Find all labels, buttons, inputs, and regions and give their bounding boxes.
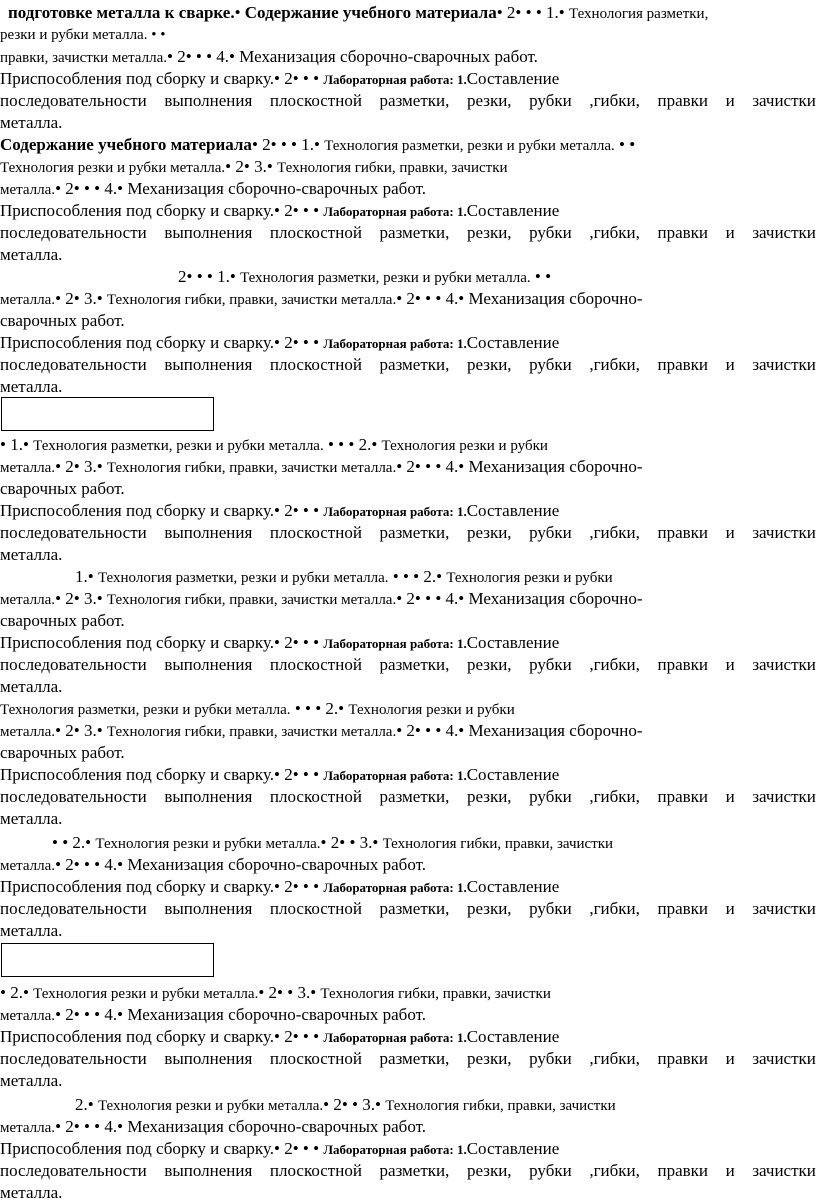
doc-line: Приспособления под сборку и сварку.• 2• • • Лабораторная работа: 1.Составление: [0, 1139, 560, 1158]
doc-line-justified: последовательности выполнения плоскостной разметки, резки, рубки ,гибки, правки и зачистки: [0, 91, 816, 110]
doc-line-justified: последовательности выполнения плоскостной разметки, резки, рубки ,гибки, правки и зачистки: [0, 787, 816, 806]
doc-line: металла.: [0, 113, 63, 132]
doc-line: Приспособления под сборку и сварку.• 2• • • Лабораторная работа: 1.Составление: [0, 69, 560, 88]
doc-line: металла.: [0, 1071, 63, 1090]
doc-line: 2.• Технология резки и рубки металла.• 2• • 3.• Технология гибки, правки, зачистки: [75, 1095, 616, 1114]
doc-line: Содержание учебного материала• 2• • • 1.• Технология разметки, резки и рубки металла. • •: [0, 135, 636, 154]
doc-line: металла.: [0, 677, 63, 696]
doc-line-justified: последовательности выполнения плоскостной разметки, резки, рубки ,гибки, правки и зачистки: [0, 355, 816, 374]
doc-line-justified: последовательности выполнения плоскостной разметки, резки, рубки ,гибки, правки и зачистки: [0, 1161, 816, 1180]
doc-line: Приспособления под сборку и сварку.• 2• • • Лабораторная работа: 1.Составление: [0, 633, 560, 652]
doc-line: правки, зачистки металла.• 2• • • 4.• Механизация сборочно-сварочных работ.: [0, 47, 538, 66]
doc-line: 1.• Технология разметки, резки и рубки металла. • • • 2.• Технология резки и рубки: [75, 567, 613, 586]
doc-line: сварочных работ.: [0, 311, 125, 330]
doc-line: металла.: [0, 377, 63, 396]
doc-line-justified: последовательности выполнения плоскостной разметки, резки, рубки ,гибки, правки и зачистки: [0, 223, 816, 242]
doc-line: металла.: [0, 921, 63, 940]
doc-line: Приспособления под сборку и сварку.• 2• • • Лабораторная работа: 1.Составление: [0, 765, 560, 784]
doc-line: сварочных работ.: [0, 743, 125, 762]
doc-line: металла.• 2• 3.• Технология гибки, правки, зачистки металла.• 2• • • 4.• Механизация сборочно-: [0, 589, 643, 608]
empty-frame: [1, 397, 214, 431]
doc-line: • • 2.• Технология резки и рубки металла.• 2• • 3.• Технология гибки, правки, зачистки: [52, 833, 614, 852]
doc-line: металла.• 2• 3.• Технология гибки, правки, зачистки металла.• 2• • • 4.• Механизация сборочно-: [0, 721, 643, 740]
doc-line: металла.• 2• • • 4.• Механизация сборочно-сварочных работ.: [0, 1117, 426, 1136]
doc-line: Приспособления под сборку и сварку.• 2• • • Лабораторная работа: 1.Составление: [0, 333, 560, 352]
doc-line: Приспособления под сборку и сварку.• 2• • • Лабораторная работа: 1.Составление: [0, 877, 560, 896]
doc-line: Технология резки и рубки металла.• 2• 3.• Технология гибки, правки, зачистки: [0, 157, 508, 176]
doc-line: Приспособления под сборку и сварку.• 2• • • Лабораторная работа: 1.Составление: [0, 1027, 560, 1046]
doc-line: подготовке металла к сварке.• Содержание учебного материала• 2• • • 1.• Технология разметки,: [8, 3, 709, 22]
doc-line-justified: последовательности выполнения плоскостной разметки, резки, рубки ,гибки, правки и зачистки: [0, 1049, 816, 1068]
doc-line: металла.• 2• • • 4.• Механизация сборочно-сварочных работ.: [0, 179, 426, 198]
doc-line: металла.: [0, 1183, 63, 1202]
doc-line: Приспособления под сборку и сварку.• 2• • • Лабораторная работа: 1.Составление: [0, 501, 560, 520]
doc-line: металла.• 2• • • 4.• Механизация сборочно-сварочных работ.: [0, 855, 426, 874]
doc-line: 2• • • 1.• Технология разметки, резки и рубки металла. • •: [178, 267, 552, 286]
empty-frame: [1, 943, 214, 977]
doc-line-justified: последовательности выполнения плоскостной разметки, резки, рубки ,гибки, правки и зачистки: [0, 899, 816, 918]
doc-line-justified: последовательности выполнения плоскостной разметки, резки, рубки ,гибки, правки и зачистки: [0, 655, 816, 674]
doc-line: Приспособления под сборку и сварку.• 2• • • Лабораторная работа: 1.Составление: [0, 201, 560, 220]
doc-line: металла.• 2• 3.• Технология гибки, правки, зачистки металла.• 2• • • 4.• Механизация сборочно-: [0, 457, 643, 476]
doc-line: • 1.• Технология разметки, резки и рубки металла. • • • 2.• Технология резки и рубки: [0, 435, 548, 454]
doc-line-justified: последовательности выполнения плоскостной разметки, резки, рубки ,гибки, правки и зачистки: [0, 523, 816, 542]
doc-line: Технология разметки, резки и рубки металла. • • • 2.• Технология резки и рубки: [0, 699, 515, 718]
doc-line: • 2.• Технология резки и рубки металла.• 2• • 3.• Технология гибки, правки, зачистки: [0, 983, 551, 1002]
doc-line: металла.: [0, 245, 63, 264]
doc-line: металла.: [0, 545, 63, 564]
doc-line: металла.• 2• • • 4.• Механизация сборочно-сварочных работ.: [0, 1005, 426, 1024]
doc-line: сварочных работ.: [0, 611, 125, 630]
doc-line: сварочных работ.: [0, 479, 125, 498]
doc-line: металла.: [0, 809, 63, 828]
doc-line: резки и рубки металла. • •: [0, 27, 166, 43]
doc-line: металла.• 2• 3.• Технология гибки, правки, зачистки металла.• 2• • • 4.• Механизация сборочно-: [0, 289, 643, 308]
